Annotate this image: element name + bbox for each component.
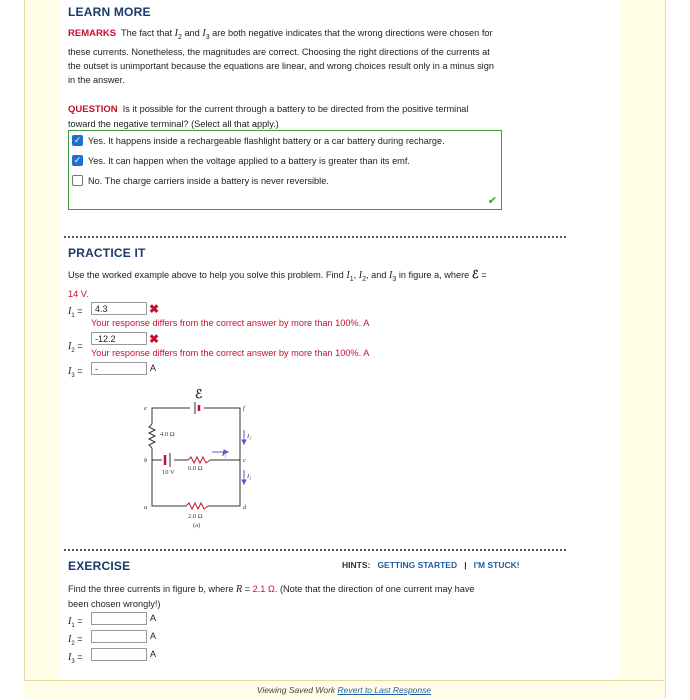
- correct-check-icon: ✔: [487, 195, 497, 207]
- fig-emf: ℰ: [195, 387, 203, 401]
- fig-r-bottom: 2.0 Ω: [188, 513, 203, 520]
- fig-node-f: f: [243, 405, 245, 412]
- revert-link[interactable]: Revert to Last Response: [337, 685, 432, 695]
- checkbox-checked-icon[interactable]: ✓: [73, 135, 82, 145]
- question-paragraph: QUESTION Is it possible for the current through a battery to be directed from the positive terminal toward the negative terminal? (Select all that apply.): [68, 104, 469, 130]
- fig-r-top-left: 4.0 Ω: [160, 431, 175, 438]
- fig-r-mid: 6.0 Ω: [188, 465, 203, 472]
- practice-heading: PRACTICE IT: [68, 246, 146, 260]
- incorrect-x-icon: ✖: [149, 332, 160, 346]
- resistor-middle: [188, 456, 210, 464]
- footer-bar: [24, 680, 664, 699]
- ex-i3-label: $I_3$ =: [68, 652, 83, 665]
- i3-label: $I_3$ =: [68, 366, 83, 379]
- fig-i2: I₂: [247, 433, 252, 440]
- footer-text: Viewing Saved Work: [256, 685, 336, 695]
- option-3[interactable]: No. The charge carriers inside a battery is never reversible.: [72, 175, 329, 186]
- fig-node-a: a: [144, 504, 148, 511]
- i2-error: Your response differs from the correct answer by more than 100%. A: [91, 348, 370, 358]
- resistor-left: [148, 424, 156, 448]
- fig-node-e: e: [144, 405, 147, 412]
- checkbox-unchecked-icon[interactable]: [72, 175, 83, 186]
- getting-started-link[interactable]: GETTING STARTED: [377, 560, 458, 570]
- i3-unit: A: [150, 363, 157, 373]
- ex-i1-input[interactable]: [91, 612, 147, 625]
- im-stuck-link[interactable]: I'M STUCK!: [473, 560, 520, 570]
- fig-i3: I₃: [247, 473, 252, 480]
- fig-node-d: d: [243, 504, 247, 511]
- i2-label: $I_2$ =: [68, 341, 83, 354]
- battery-top: [190, 401, 204, 415]
- current-arrows: [212, 430, 246, 484]
- remarks-paragraph: REMARKS The fact that $I_2$ and $I_3$ are both negative indicates that the wrong directions were chosen for these currents. Nonetheless, the magnitudes are correct. Choosing the right directions of the currents at the outset is unimportant because the equations are linear, and wrong choices result only in a minus sign in the answer.: [68, 28, 494, 86]
- circuit-figure-a: [140, 384, 270, 534]
- i3-input[interactable]: -: [91, 362, 147, 375]
- i1-label: $I_1$ =: [68, 306, 83, 319]
- exercise-prompt: Find the three currents in figure b, where R = 2.1 Ω. (Note that the direction of one current may have been chosen wrongly!): [68, 584, 475, 610]
- incorrect-x-icon: ✖: [149, 302, 160, 316]
- practice-prompt: Use the worked example above to help you solve this problem. Find $I_1$, $I_2$, and $I_3$ in figure a, where ℰ = 14 V.: [68, 269, 487, 300]
- question-label: QUESTION: [68, 104, 118, 115]
- i1-input[interactable]: 4.3: [91, 302, 147, 315]
- fig-node-c: c: [243, 457, 246, 464]
- learn-more-heading: LEARN MORE: [68, 5, 151, 19]
- section-divider: [64, 549, 566, 551]
- checkbox-checked-icon[interactable]: ✓: [73, 155, 82, 165]
- fig-caption: (a): [193, 522, 201, 529]
- battery-middle: [162, 453, 174, 467]
- section-divider: [64, 236, 566, 238]
- option-1[interactable]: ✓ Yes. It happens inside a rechargeable flashlight battery or a car battery during recharge.: [73, 135, 445, 146]
- ex-i2-input[interactable]: [91, 630, 147, 643]
- hints-label: HINTS:: [342, 560, 371, 570]
- ex-i1-label: $I_1$ =: [68, 616, 83, 629]
- fig-battery-mid: 10 V: [162, 469, 175, 476]
- hints-bar: HINTS: GETTING STARTED | I'M STUCK!: [342, 560, 520, 570]
- ex-i2-label: $I_2$ =: [68, 634, 83, 647]
- exercise-heading: EXERCISE: [68, 559, 131, 573]
- answer-options-box: [68, 130, 502, 210]
- remarks-label: REMARKS: [68, 28, 117, 39]
- emf-symbol: ℰ: [471, 269, 479, 281]
- emf-value: 14 V.: [68, 289, 89, 300]
- fig-node-b: b: [144, 457, 148, 464]
- ex-i3-input[interactable]: [91, 648, 147, 661]
- i1-error: Your response differs from the correct answer by more than 100%. A: [91, 318, 370, 328]
- resistor-bottom: [186, 502, 208, 510]
- fig-i1: I₁: [222, 451, 227, 458]
- option-2[interactable]: ✓ Yes. It can happen when the voltage applied to a battery is greater than its emf.: [73, 155, 410, 166]
- i2-input[interactable]: -12.2: [91, 332, 147, 345]
